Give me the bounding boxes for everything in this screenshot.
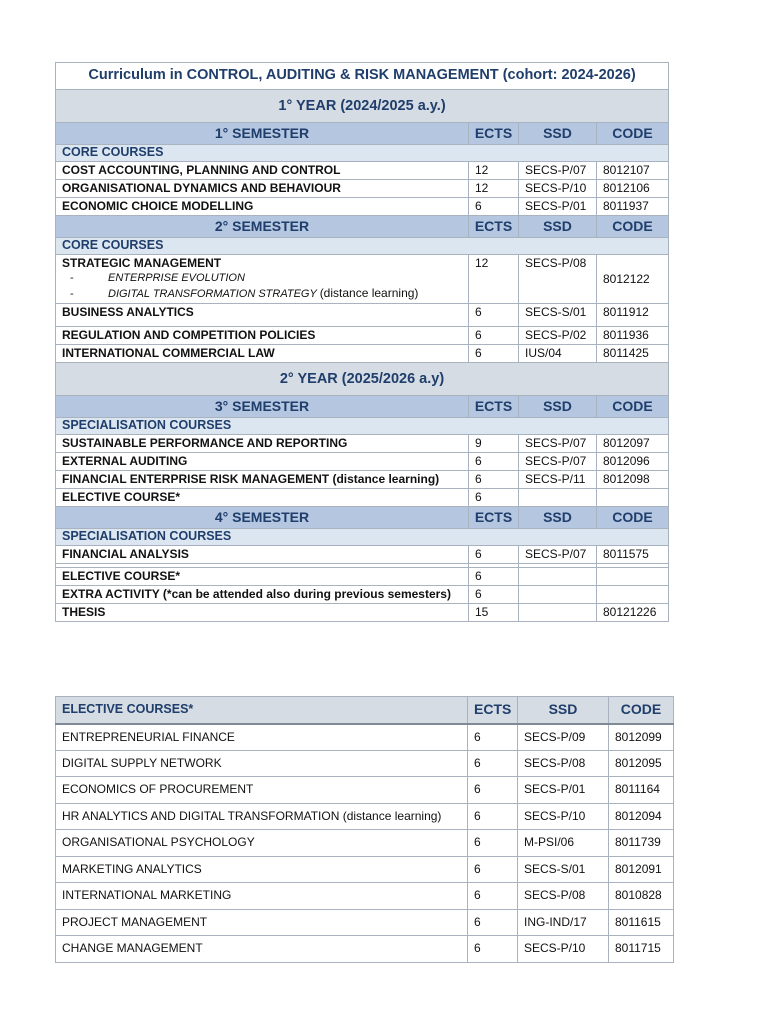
course-name: CHANGE MANAGEMENT [56,936,468,963]
course-code [597,568,669,586]
table-row [56,856,674,883]
course-ssd: SECS-P/10 [518,803,609,830]
course-name: THESIS [56,604,469,622]
elective-courses-heading: ELECTIVE COURSES* [56,697,468,724]
course-name: EXTERNAL AUDITING [56,453,469,471]
course-code: 8011937 [597,198,669,216]
course-name: EXTRA ACTIVITY (*can be attended also during previous semesters) [56,586,469,604]
course-code: 8012098 [597,471,669,489]
course-code: 8011575 [597,546,669,564]
course-ects: 6 [468,909,518,936]
course-ssd: SECS-P/11 [519,471,597,489]
course-ssd: SECS-S/01 [518,856,609,883]
semester-2-header-row [56,216,669,238]
course-code: 8012106 [597,180,669,198]
table-row [56,724,674,751]
course-ects: 6 [468,856,518,883]
course-code [597,489,669,507]
course-name: MARKETING ANALYTICS [56,856,468,883]
course-name: DIGITAL SUPPLY NETWORK [56,750,468,777]
code-column-header: CODE [609,697,674,724]
course-code: 8012094 [609,803,674,830]
course-code: 8012096 [597,453,669,471]
course-code: 8012107 [597,162,669,180]
category-label: CORE COURSES [56,238,669,255]
ects-column-header: ECTS [469,507,519,529]
code-column-header: CODE [597,396,669,418]
table-row [56,586,669,604]
course-ects: 6 [469,345,519,363]
sub-module-note: (distance learning) [319,286,419,300]
course-ssd: ING-IND/17 [518,909,609,936]
course-name: ORGANISATIONAL DYNAMICS AND BEHAVIOUR [56,180,469,198]
course-code: 8011615 [609,909,674,936]
table-row [56,435,669,453]
course-name: ORGANISATIONAL PSYCHOLOGY [56,830,468,857]
course-ects: 6 [468,936,518,963]
ects-column-header: ECTS [469,396,519,418]
course-ects: 6 [469,586,519,604]
course-name: ECONOMIC CHOICE MODELLING [56,198,469,216]
semester-4-header-row [56,507,669,529]
course-ects: 6 [469,471,519,489]
category-label: SPECIALISATION COURSES [56,418,669,435]
course-ssd: SECS-P/01 [519,198,597,216]
table-row [56,471,669,489]
course-name: REGULATION AND COMPETITION POLICIES [56,327,469,345]
course-ects: 6 [469,489,519,507]
course-ects: 6 [468,830,518,857]
course-name-cell [56,255,469,304]
course-name: BUSINESS ANALYTICS [56,304,469,327]
course-ssd: SECS-P/08 [519,255,597,304]
curriculum-table [55,62,669,622]
course-ects: 6 [469,546,519,564]
table-row [56,453,669,471]
bullet-dash: - [70,288,74,300]
course-code: 8012097 [597,435,669,453]
ects-column-header: ECTS [469,123,519,145]
ssd-column-header: SSD [519,123,597,145]
bullet-dash: - [70,272,74,284]
course-name: COST ACCOUNTING, PLANNING AND CONTROL [56,162,469,180]
course-ssd: SECS-P/01 [518,777,609,804]
table-row [56,750,674,777]
sub-module [62,271,462,286]
course-ssd: SECS-P/09 [518,724,609,751]
table-row [56,304,669,327]
course-code [597,586,669,604]
sub-module-name: ENTERPRISE EVOLUTION [108,272,245,284]
course-name: INTERNATIONAL MARKETING [56,883,468,910]
course-ects: 6 [468,777,518,804]
course-code: 80121226 [597,604,669,622]
code-column-header: CODE [597,216,669,238]
course-name: FINANCIAL ENTERPRISE RISK MANAGEMENT (distance learning) [56,471,469,489]
semester-1-header-row [56,123,669,145]
course-ssd: SECS-P/08 [518,883,609,910]
ssd-column-header: SSD [518,697,609,724]
course-name: FINANCIAL ANALYSIS [56,546,469,564]
course-name: ELECTIVE COURSE* [56,489,469,507]
semester-3-heading: 3° SEMESTER [56,396,469,418]
course-ects: 15 [469,604,519,622]
course-ssd: IUS/04 [519,345,597,363]
course-name: STRATEGIC MANAGEMENT [62,256,222,270]
course-ssd: SECS-S/01 [519,304,597,327]
course-name: ENTREPRENEURIAL FINANCE [56,724,468,751]
table-row [56,255,669,304]
table-row [56,546,669,564]
course-ssd: SECS-P/10 [519,180,597,198]
sub-module-name: DIGITAL TRANSFORMATION STRATEGY [108,288,317,300]
course-ects: 12 [469,162,519,180]
semester-1-heading: 1° SEMESTER [56,123,469,145]
course-ects: 12 [469,255,519,304]
course-ects: 6 [469,327,519,345]
category-label: CORE COURSES [56,145,669,162]
course-ects: 6 [469,453,519,471]
ects-column-header: ECTS [468,697,518,724]
year-2-heading: 2° YEAR (2025/2026 a.y) [56,363,669,396]
course-code: 8011912 [597,304,669,327]
course-ects: 6 [468,803,518,830]
course-name: PROJECT MANAGEMENT [56,909,468,936]
table-row [56,936,674,963]
semester-2-heading: 2° SEMESTER [56,216,469,238]
course-ssd [519,604,597,622]
course-ects: 6 [469,304,519,327]
course-name: ECONOMICS OF PROCUREMENT [56,777,468,804]
year-1-heading: 1° YEAR (2024/2025 a.y.) [56,90,669,123]
course-ssd: M-PSI/06 [518,830,609,857]
course-ssd: SECS-P/10 [518,936,609,963]
course-ssd [519,568,597,586]
course-code: 8011936 [597,327,669,345]
table-row [56,345,669,363]
table-row [56,883,674,910]
table-row [56,568,669,586]
course-code: 8011715 [609,936,674,963]
course-ects: 6 [469,198,519,216]
course-code: 8012099 [609,724,674,751]
course-ssd [519,586,597,604]
course-ects: 6 [469,568,519,586]
table-row [56,830,674,857]
ssd-column-header: SSD [519,216,597,238]
course-name: HR ANALYTICS AND DIGITAL TRANSFORMATION (distance learning) [56,803,468,830]
code-column-header: CODE [597,507,669,529]
table-row [56,327,669,345]
curriculum-title: Curriculum in CONTROL, AUDITING & RISK MANAGEMENT (cohort: 2024-2026) [56,63,669,90]
course-name: ELECTIVE COURSE* [56,568,469,586]
course-name: INTERNATIONAL COMMERCIAL LAW [56,345,469,363]
table-row [56,604,669,622]
table-row [56,803,674,830]
elective-courses-table [55,696,674,963]
sub-module [62,286,462,302]
ects-column-header: ECTS [469,216,519,238]
course-ssd: SECS-P/07 [519,435,597,453]
course-ects: 12 [469,180,519,198]
ssd-column-header: SSD [519,396,597,418]
semester-3-header-row [56,396,669,418]
table-row [56,162,669,180]
course-code: 8011164 [609,777,674,804]
course-ssd: SECS-P/07 [519,453,597,471]
course-code: 8012122 [597,255,669,304]
table-row [56,489,669,507]
code-column-header: CODE [597,123,669,145]
course-code: 8012095 [609,750,674,777]
table-row [56,198,669,216]
course-ects: 6 [468,750,518,777]
course-ects: 6 [468,883,518,910]
course-code: 8011739 [609,830,674,857]
course-code: 8010828 [609,883,674,910]
course-ssd: SECS-P/07 [519,162,597,180]
course-ects: 6 [468,724,518,751]
course-code: 8012091 [609,856,674,883]
semester-4-heading: 4° SEMESTER [56,507,469,529]
course-name: SUSTAINABLE PERFORMANCE AND REPORTING [56,435,469,453]
elective-header-row [56,697,674,724]
table-row [56,180,669,198]
ssd-column-header: SSD [519,507,597,529]
category-label: SPECIALISATION COURSES [56,529,669,546]
table-row [56,777,674,804]
course-ssd: SECS-P/07 [519,546,597,564]
course-ssd [519,489,597,507]
course-ects: 9 [469,435,519,453]
course-ssd: SECS-P/02 [519,327,597,345]
course-code: 8011425 [597,345,669,363]
table-row [56,909,674,936]
course-ssd: SECS-P/08 [518,750,609,777]
